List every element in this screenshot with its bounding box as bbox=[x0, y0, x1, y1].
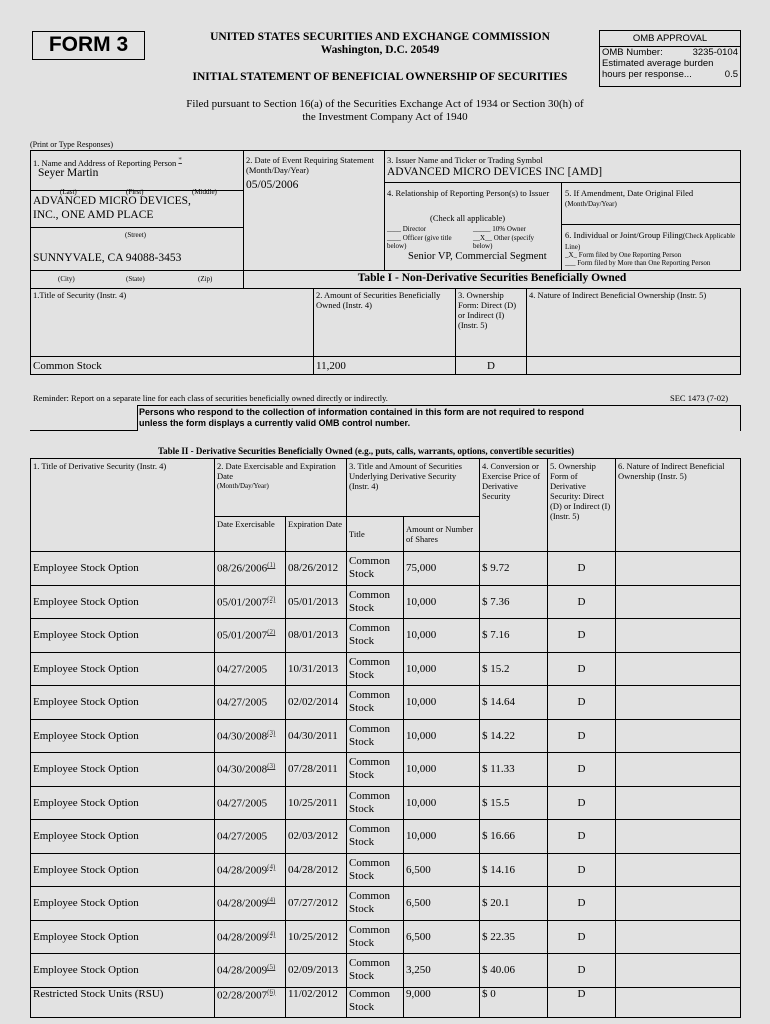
agency-city: Washington, D.C. 20549 bbox=[320, 44, 440, 56]
relationship-title: Senior VP, Commercial Segment bbox=[408, 251, 547, 262]
table-row bbox=[31, 686, 741, 720]
table-row bbox=[31, 853, 741, 887]
t2-expiration: 04/28/2012 bbox=[286, 853, 347, 887]
table2-title: Table II - Derivative Securities Beneficially Owned (e.g., puts, calls, warrants, options, convertible securities) bbox=[158, 446, 575, 456]
t2-header-amount: Amount or Number of Shares bbox=[404, 517, 480, 552]
t2-amount: 75,000 bbox=[404, 552, 480, 586]
amendment-label: 5. If Amendment, Date Original Filed (Month/Day/Year) bbox=[565, 188, 694, 208]
t1-amount: 11,200 bbox=[314, 357, 456, 375]
t2-title: Employee Stock Option bbox=[31, 954, 215, 988]
t2-title: Employee Stock Option bbox=[31, 887, 215, 921]
t2-ownership-form: D bbox=[548, 920, 616, 954]
t2-expiration: 10/31/2013 bbox=[286, 652, 347, 686]
t2-price: $ 9.72 bbox=[480, 552, 548, 586]
t2-expiration: 04/30/2011 bbox=[286, 719, 347, 753]
t1-header-nature: 4. Nature of Indirect Beneficial Ownership (Instr. 5) bbox=[527, 289, 741, 357]
street-label: (Street) bbox=[125, 231, 146, 239]
t2-exercisable: 04/27/2005 bbox=[215, 786, 286, 820]
t2-ownership-form: D bbox=[548, 954, 616, 988]
t2-nature bbox=[616, 786, 741, 820]
t2-underlying-title: Common Stock bbox=[347, 552, 404, 586]
zip-label: (Zip) bbox=[198, 275, 213, 283]
officer-option: ____ Officer (give title below) bbox=[387, 234, 452, 250]
t2-title: Employee Stock Option bbox=[31, 820, 215, 854]
omb-number-label: OMB Number: bbox=[602, 47, 663, 58]
t2-expiration: 02/02/2014 bbox=[286, 686, 347, 720]
t2-amount: 10,000 bbox=[404, 786, 480, 820]
t2-ownership-form: D bbox=[548, 585, 616, 619]
footnote-link[interactable]: (3) bbox=[267, 762, 276, 771]
t2-nature bbox=[616, 619, 741, 653]
reminder-text: Reminder: Report on a separate line for each class of securities beneficially owned directly or indirectly. bbox=[33, 393, 388, 403]
footnote-link[interactable]: (2) bbox=[267, 628, 276, 637]
t2-amount: 10,000 bbox=[404, 820, 480, 854]
t2-title: Restricted Stock Units (RSU) bbox=[31, 987, 215, 1017]
city-line: SUNNYVALE, CA 94088-3453 bbox=[33, 252, 182, 264]
last-label: (Last) bbox=[60, 188, 77, 196]
t2-header-price: 4. Conversion or Exercise Price of Derivative Security bbox=[480, 459, 548, 552]
city-label: (City) bbox=[58, 275, 75, 283]
filed-pursuant-line2: the Investment Company Act of 1940 bbox=[302, 111, 468, 123]
t2-underlying-title: Common Stock bbox=[347, 920, 404, 954]
t2-ownership-form: D bbox=[548, 786, 616, 820]
persons-notice-box bbox=[30, 405, 741, 431]
t2-expiration: 02/03/2012 bbox=[286, 820, 347, 854]
table-row bbox=[31, 357, 741, 375]
t2-title: Employee Stock Option bbox=[31, 719, 215, 753]
footnote-link[interactable]: (4) bbox=[267, 862, 276, 871]
t2-price: $ 16.66 bbox=[480, 820, 548, 854]
table2 bbox=[30, 458, 741, 1018]
footnote-link[interactable]: (1) bbox=[267, 561, 276, 570]
middle-label: (Middle) bbox=[192, 188, 217, 196]
omb-burden: 0.5 bbox=[724, 69, 738, 80]
t2-price: $ 40.06 bbox=[480, 954, 548, 988]
footnote-link[interactable]: (3) bbox=[267, 728, 276, 737]
footnote-link[interactable]: (2) bbox=[267, 594, 276, 603]
table-row bbox=[31, 652, 741, 686]
t2-underlying-title: Common Stock bbox=[347, 853, 404, 887]
address-line1: ADVANCED MICRO DEVICES, bbox=[33, 195, 191, 207]
t2-amount: 10,000 bbox=[404, 686, 480, 720]
t2-ownership-form: D bbox=[548, 552, 616, 586]
reporting-person-label: 1. Name and Address of Reporting Person * bbox=[33, 156, 182, 168]
t2-amount: 3,250 bbox=[404, 954, 480, 988]
filing-one-person: _X_ Form filed by One Reporting Person bbox=[565, 251, 682, 259]
t2-header-title: 1. Title of Derivative Security (Instr. 4) bbox=[31, 459, 215, 552]
t2-nature bbox=[616, 686, 741, 720]
t2-ownership-form: D bbox=[548, 686, 616, 720]
t2-header-expiration: Expiration Date bbox=[286, 517, 347, 552]
t2-underlying-title: Common Stock bbox=[347, 987, 404, 1017]
form-label: FORM 3 bbox=[32, 31, 145, 60]
print-note: (Print or Type Responses) bbox=[30, 140, 114, 149]
t2-expiration: 07/28/2011 bbox=[286, 753, 347, 787]
filing-multiple-persons: ___ Form filed by More than One Reporting Person bbox=[565, 259, 711, 267]
t2-ownership-form: D bbox=[548, 619, 616, 653]
t2-title: Employee Stock Option bbox=[31, 920, 215, 954]
director-option: ____ Director bbox=[387, 225, 427, 233]
t2-price: $ 14.22 bbox=[480, 719, 548, 753]
table-row bbox=[31, 920, 741, 954]
table-row bbox=[31, 719, 741, 753]
omb-burden-label2: hours per response... bbox=[602, 69, 692, 80]
t2-price: $ 15.5 bbox=[480, 786, 548, 820]
t2-expiration: 05/01/2013 bbox=[286, 585, 347, 619]
t1-nature bbox=[527, 357, 741, 375]
t2-ownership-form: D bbox=[548, 652, 616, 686]
t2-underlying-title: Common Stock bbox=[347, 954, 404, 988]
omb-approval-box bbox=[599, 30, 741, 87]
t2-header-exercisable: Date Exercisable bbox=[215, 517, 286, 552]
ten-percent-owner-option: _____ 10% Owner bbox=[473, 225, 526, 233]
t2-price: $ 11.33 bbox=[480, 753, 548, 787]
relationship-check-note: (Check all applicable) bbox=[430, 213, 506, 223]
t2-underlying-title: Common Stock bbox=[347, 585, 404, 619]
t2-header-nature: 6. Nature of Indirect Beneficial Ownership (Instr. 5) bbox=[616, 459, 741, 552]
t2-amount: 9,000 bbox=[404, 987, 480, 1017]
sec-number: SEC 1473 (7-02) bbox=[670, 393, 729, 403]
t2-title: Employee Stock Option bbox=[31, 786, 215, 820]
t2-price: $ 20.1 bbox=[480, 887, 548, 921]
t2-price: $ 7.36 bbox=[480, 585, 548, 619]
t2-nature bbox=[616, 552, 741, 586]
t2-exercisable: 04/28/2009$^{(4)}$ bbox=[215, 887, 286, 921]
footnote-link[interactable]: (4) bbox=[267, 896, 276, 905]
t2-title: Employee Stock Option bbox=[31, 853, 215, 887]
reporting-person-name: Seyer Martin bbox=[38, 167, 99, 179]
filed-pursuant-line1: Filed pursuant to Section 16(a) of the Securities Exchange Act of 1934 or Section 30(h) of bbox=[186, 98, 584, 110]
t2-nature bbox=[616, 987, 741, 1017]
issuer-name: ADVANCED MICRO DEVICES INC [AMD] bbox=[387, 166, 603, 178]
t1-form: D bbox=[456, 357, 527, 375]
state-label: (State) bbox=[126, 275, 145, 283]
filing-label: 6. Individual or Joint/Group Filing(Check Applicable Line) bbox=[565, 230, 736, 251]
event-date: 05/05/2006 bbox=[246, 179, 299, 191]
t2-nature bbox=[616, 719, 741, 753]
asterisk-footnote[interactable]: * bbox=[178, 156, 182, 164]
t2-underlying-title: Common Stock bbox=[347, 652, 404, 686]
event-date-label: 2. Date of Event Requiring Statement (Month/Day/Year) bbox=[246, 155, 374, 175]
t2-title: Employee Stock Option bbox=[31, 686, 215, 720]
footnote-link[interactable]: (5) bbox=[267, 963, 276, 972]
t1-security: Common Stock bbox=[31, 357, 314, 375]
t2-price: $ 22.35 bbox=[480, 920, 548, 954]
t2-underlying-title: Common Stock bbox=[347, 786, 404, 820]
t2-nature bbox=[616, 853, 741, 887]
t2-amount: 10,000 bbox=[404, 652, 480, 686]
form-title: INITIAL STATEMENT OF BENEFICIAL OWNERSHIP OF SECURITIES bbox=[192, 71, 568, 83]
t2-underlying-title: Common Stock bbox=[347, 719, 404, 753]
t2-exercisable: 05/01/2007$^{(2)}$ bbox=[215, 619, 286, 653]
t1-header-amount: 2. Amount of Securities Beneficially Owned (Instr. 4) bbox=[314, 289, 456, 357]
t2-underlying-title: Common Stock bbox=[347, 887, 404, 921]
t2-header-ownership: 5. Ownership Form of Derivative Security: Direct (D) or Indirect (I) (Instr. 5) bbox=[548, 459, 616, 552]
t2-exercisable: 04/27/2005 bbox=[215, 686, 286, 720]
t2-amount: 6,500 bbox=[404, 853, 480, 887]
t2-nature bbox=[616, 585, 741, 619]
t2-ownership-form: D bbox=[548, 853, 616, 887]
persons-notice-line2: unless the form displays a currently valid OMB control number. bbox=[139, 418, 411, 428]
t2-header-dates: 2. Date Exercisable and Expiration Date (Month/Day/Year) bbox=[215, 459, 347, 517]
t2-expiration: 10/25/2011 bbox=[286, 786, 347, 820]
t2-header-sec-title: Title bbox=[347, 517, 404, 552]
t2-exercisable: 08/26/2006$^{(1)}$ bbox=[215, 552, 286, 586]
other-option: __X__ Other (specify below) bbox=[473, 234, 535, 250]
omb-burden-label1: Estimated average burden bbox=[602, 58, 714, 69]
t2-exercisable: 04/27/2005 bbox=[215, 652, 286, 686]
t2-amount: 10,000 bbox=[404, 753, 480, 787]
agency-name: UNITED STATES SECURITIES AND EXCHANGE COMMISSION bbox=[210, 31, 550, 43]
footnote-link[interactable]: (6) bbox=[267, 987, 276, 996]
t2-price: $ 14.64 bbox=[480, 686, 548, 720]
t2-expiration: 11/02/2012 bbox=[286, 987, 347, 1017]
t2-nature bbox=[616, 920, 741, 954]
t2-expiration: 08/26/2012 bbox=[286, 552, 347, 586]
t2-price: $ 7.16 bbox=[480, 619, 548, 653]
table-row bbox=[31, 585, 741, 619]
relationship-label: 4. Relationship of Reporting Person(s) to Issuer bbox=[387, 188, 550, 198]
table1-title: Table I - Non-Derivative Securities Beneficially Owned bbox=[357, 272, 627, 284]
t2-ownership-form: D bbox=[548, 753, 616, 787]
t2-title: Employee Stock Option bbox=[31, 652, 215, 686]
table-row bbox=[31, 987, 741, 1017]
t2-expiration: 08/01/2013 bbox=[286, 619, 347, 653]
t2-ownership-form: D bbox=[548, 887, 616, 921]
table-row bbox=[31, 887, 741, 921]
address-line2: INC., ONE AMD PLACE bbox=[33, 209, 154, 221]
t2-price: $ 0 bbox=[480, 987, 548, 1017]
t2-title: Employee Stock Option bbox=[31, 585, 215, 619]
table-row bbox=[31, 820, 741, 854]
persons-notice-line1: Persons who respond to the collection of information contained in this form are not required to respond bbox=[139, 407, 585, 417]
t2-exercisable: 04/28/2009$^{(4)}$ bbox=[215, 853, 286, 887]
t2-exercisable: 02/28/2007$^{(6)}$ bbox=[215, 987, 286, 1017]
t2-expiration: 02/09/2013 bbox=[286, 954, 347, 988]
t2-price: $ 14.16 bbox=[480, 853, 548, 887]
t1-header-ownership: 3. Ownership Form: Direct (D) or Indirect (I) (Instr. 5) bbox=[456, 289, 527, 357]
t2-exercisable: 04/30/2008$^{(3)}$ bbox=[215, 753, 286, 787]
t2-amount: 10,000 bbox=[404, 619, 480, 653]
t2-underlying-title: Common Stock bbox=[347, 686, 404, 720]
t2-expiration: 07/27/2012 bbox=[286, 887, 347, 921]
t2-header-underlying: 3. Title and Amount of Securities Underlying Derivative Security (Instr. 4) bbox=[347, 459, 480, 517]
t2-ownership-form: D bbox=[548, 987, 616, 1017]
t2-amount: 10,000 bbox=[404, 719, 480, 753]
table-row bbox=[31, 753, 741, 787]
table-row bbox=[31, 619, 741, 653]
t2-expiration: 10/25/2012 bbox=[286, 920, 347, 954]
omb-title: OMB APPROVAL bbox=[600, 31, 740, 47]
t2-nature bbox=[616, 820, 741, 854]
t2-exercisable: 05/01/2007$^{(2)}$ bbox=[215, 585, 286, 619]
footnote-link[interactable]: (4) bbox=[267, 929, 276, 938]
t2-underlying-title: Common Stock bbox=[347, 753, 404, 787]
table-row bbox=[31, 786, 741, 820]
table-row bbox=[31, 954, 741, 988]
t2-nature bbox=[616, 753, 741, 787]
t2-exercisable: 04/28/2009$^{(4)}$ bbox=[215, 920, 286, 954]
t2-ownership-form: D bbox=[548, 719, 616, 753]
t2-nature bbox=[616, 887, 741, 921]
t2-exercisable: 04/30/2008$^{(3)}$ bbox=[215, 719, 286, 753]
t1-header-title: 1.Title of Security (Instr. 4) bbox=[31, 289, 314, 357]
t2-title: Employee Stock Option bbox=[31, 619, 215, 653]
t2-price: $ 15.2 bbox=[480, 652, 548, 686]
t2-amount: 6,500 bbox=[404, 920, 480, 954]
t2-exercisable: 04/28/2009$^{(5)}$ bbox=[215, 954, 286, 988]
t2-amount: 6,500 bbox=[404, 887, 480, 921]
issuer-label: 3. Issuer Name and Ticker or Trading Symbol bbox=[387, 155, 543, 165]
t2-title: Employee Stock Option bbox=[31, 753, 215, 787]
t2-underlying-title: Common Stock bbox=[347, 619, 404, 653]
t2-ownership-form: D bbox=[548, 820, 616, 854]
t2-exercisable: 04/27/2005 bbox=[215, 820, 286, 854]
t2-nature bbox=[616, 954, 741, 988]
table1 bbox=[30, 288, 741, 375]
t2-title: Employee Stock Option bbox=[31, 552, 215, 586]
table-row bbox=[31, 552, 741, 586]
t2-underlying-title: Common Stock bbox=[347, 820, 404, 854]
t2-amount: 10,000 bbox=[404, 585, 480, 619]
t2-nature bbox=[616, 652, 741, 686]
omb-number: 3235-0104 bbox=[692, 47, 738, 58]
first-label: (First) bbox=[126, 188, 144, 196]
